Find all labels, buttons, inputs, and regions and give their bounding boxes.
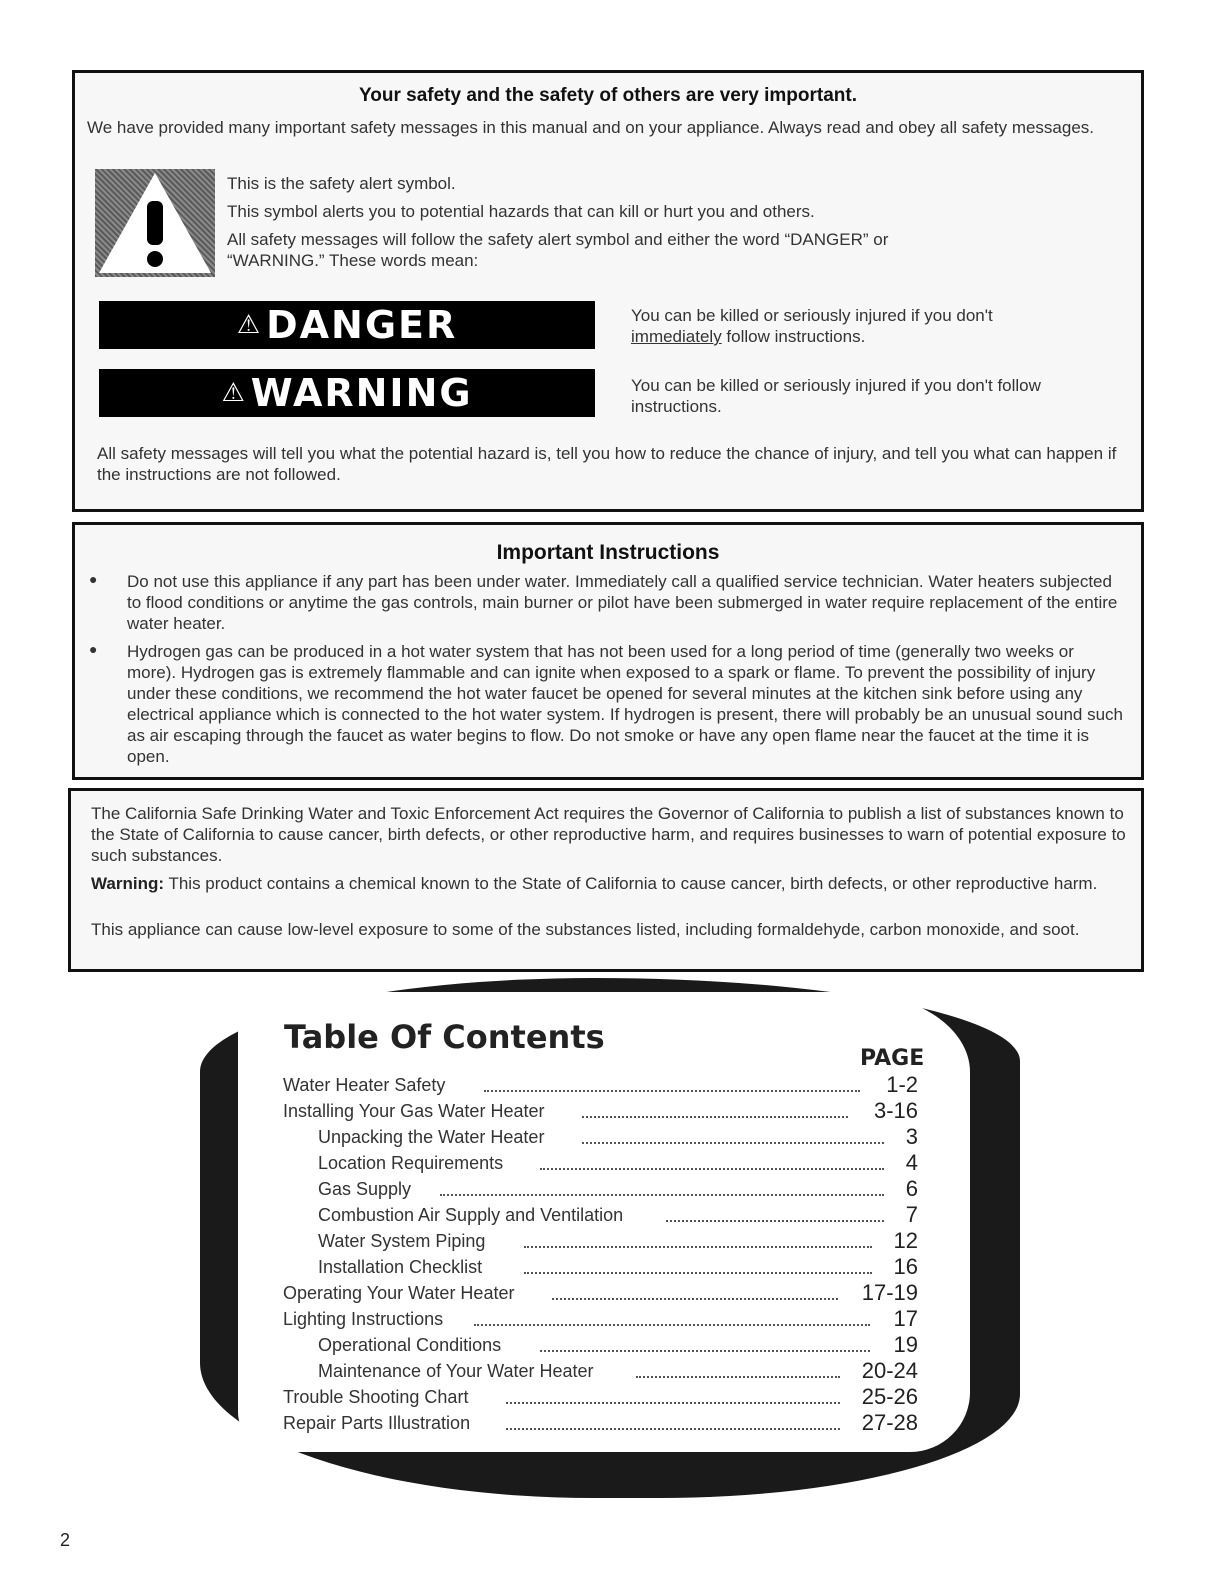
instruction-bullet-1: Do not use this appliance if any part has been under water. Immediately call a qualified service technician. Water heaters subjected to flood conditions or anytime the gas controls, main burner or pilot have been submerged in water require replacement of the entire water heater. — [127, 572, 1118, 633]
toc-leader-dots — [506, 1402, 840, 1404]
safety-title: Your safety and the safety of others are very important. — [358, 85, 857, 106]
toc-entry-label: Combustion Air Supply and Ventilation — [318, 1205, 624, 1225]
safety-box — [72, 70, 1144, 512]
toc-entry — [0, 1150, 1224, 1179]
toc-entry-page: 3 — [905, 1124, 918, 1149]
toc-entry-page: 1-2 — [886, 1072, 918, 1097]
warning-banner — [99, 369, 595, 417]
toc-entry-label: Lighting Instructions — [283, 1309, 444, 1329]
prop65-warning-text: This product contains a chemical known to the State of California to cause cancer, birth defects, or other reproductive harm. — [164, 874, 1098, 893]
page-number: 2 — [60, 1530, 71, 1550]
safety-alert-icon — [95, 169, 215, 277]
toc-entry-page: 12 — [893, 1228, 918, 1253]
danger-label: DANGER — [266, 303, 458, 347]
safety-intro: We have provided many important safety messages in this manual and on your appliance. Always read and obey all safety messages. — [87, 118, 1095, 137]
toc-entry — [0, 1332, 1224, 1361]
toc-entry — [0, 1410, 1224, 1439]
toc-entry — [0, 1072, 1224, 1101]
toc-entry-page: 20-24 — [861, 1358, 918, 1383]
toc-entry — [0, 1098, 1224, 1127]
danger-description — [631, 305, 1101, 347]
danger-text-underlined: immediately — [631, 327, 722, 346]
toc-page-label: PAGE — [860, 1046, 925, 1071]
toc-title: Table Of Contents — [284, 1018, 605, 1056]
instruction-bullet-2: Hydrogen gas can be produced in a hot water system that has not been used for a long period of time (generally two weeks or more). Hydrogen gas is extremely flammable and can ignite when exposed to a spark or flame. To prevent the possibility of injury under these conditions, we recommend the hot water faucet be opened for several minutes at the kitchen sink before using any electrical appliance which is connected to the hot water system. If hydrogen is present, there will probably be an unusual sound such as air escaping through the faucet as water begins to flow. Do not smoke or have any open flame near the faucet at the time it is open. — [127, 642, 1124, 766]
toc-entry — [0, 1228, 1224, 1257]
toc-entry-page: 7 — [905, 1202, 918, 1227]
prop65-warning — [91, 873, 1127, 894]
toc-leader-dots — [440, 1194, 884, 1196]
warning-triangle-icon: ⚠ — [236, 310, 263, 340]
toc-leader-dots — [540, 1350, 870, 1352]
toc-leader-dots — [506, 1428, 840, 1430]
danger-banner — [99, 301, 595, 349]
alert-line-3: All safety messages will follow the safety alert symbol and either the word “DANGER” or — [227, 230, 889, 249]
toc-leader-dots — [524, 1272, 872, 1274]
toc-entry-label: Installation Checklist — [318, 1257, 483, 1277]
toc-entry — [0, 1306, 1224, 1335]
alert-line-4: “WARNING.” These words mean: — [227, 251, 479, 270]
warning-label: WARNING — [250, 371, 473, 415]
toc-entry — [0, 1124, 1224, 1153]
toc-leader-dots — [582, 1116, 848, 1118]
toc-entry-label: Unpacking the Water Heater — [318, 1127, 545, 1147]
toc-entry-page: 4 — [905, 1150, 918, 1175]
toc-entry-page: 17 — [893, 1306, 918, 1331]
safety-closing: All safety messages will tell you what the potential hazard is, tell you how to reduce the chance of injury, and tell you what can happen if the instructions are not followed. — [97, 444, 1117, 484]
toc-entry-label: Water System Piping — [318, 1231, 486, 1251]
toc-entry — [0, 1280, 1224, 1309]
toc-entry-page: 19 — [893, 1332, 918, 1357]
toc-leader-dots — [636, 1376, 840, 1378]
bullet-icon: ● — [89, 641, 98, 657]
toc-entry-page: 27-28 — [861, 1410, 918, 1435]
toc-leader-dots — [540, 1168, 884, 1170]
toc-entry-label: Trouble Shooting Chart — [283, 1387, 469, 1407]
prop65-box — [68, 788, 1144, 972]
toc-entry — [0, 1384, 1224, 1413]
bullet-icon: ● — [89, 571, 98, 587]
toc-entry-label: Gas Supply — [318, 1179, 412, 1199]
toc-entry-label: Installing Your Gas Water Heater — [283, 1101, 545, 1121]
prop65-warning-label: Warning: — [91, 874, 165, 893]
warning-triangle-icon: ⚠ — [221, 378, 247, 408]
toc-leader-dots — [552, 1298, 838, 1300]
toc-entry-label: Maintenance of Your Water Heater — [318, 1361, 594, 1381]
toc-entry-page: 17-19 — [861, 1280, 918, 1305]
toc-entry — [0, 1358, 1224, 1387]
toc-entry — [0, 1202, 1224, 1231]
prop65-paragraph-1: The California Safe Drinking Water and Toxic Enforcement Act requires the Governor of California to publish a list of substances known to the State of California to cause cancer, birth defects, or other reproductive harm, and requires businesses to warn of potential exposure to such substances. — [91, 804, 1126, 865]
toc-entry-page: 16 — [893, 1254, 918, 1279]
prop65-paragraph-3: This appliance can cause low-level exposure to some of the substances listed, including formaldehyde, carbon monoxide, and soot. — [91, 920, 1080, 939]
toc-entry-page: 3-16 — [873, 1098, 918, 1123]
alert-line-2: This symbol alerts you to potential hazards that can kill or hurt you and others. — [227, 202, 815, 221]
alert-line-1: This is the safety alert symbol. — [227, 174, 456, 193]
toc-leader-dots — [484, 1090, 860, 1092]
toc-entry-label: Location Requirements — [318, 1153, 504, 1173]
danger-text-1: You can be killed or seriously injured if you don't — [631, 306, 993, 325]
danger-text-2: follow instructions. — [721, 327, 866, 346]
instructions-box — [72, 522, 1144, 780]
toc-entry — [0, 1254, 1224, 1283]
warning-description: You can be killed or seriously injured if you don't follow instructions. — [631, 376, 1041, 416]
toc-entry-label: Operating Your Water Heater — [283, 1283, 515, 1303]
toc-entry-page: 25-26 — [861, 1384, 918, 1409]
instructions-title: Important Instructions — [496, 541, 720, 564]
toc-entry — [0, 1176, 1224, 1205]
toc-entry-label: Water Heater Safety — [283, 1075, 446, 1095]
toc-entry-label: Operational Conditions — [318, 1335, 502, 1355]
toc-entry-page: 6 — [905, 1176, 918, 1201]
toc-entry-label: Repair Parts Illustration — [283, 1413, 471, 1433]
toc-leader-dots — [474, 1324, 870, 1326]
toc-leader-dots — [524, 1246, 872, 1248]
